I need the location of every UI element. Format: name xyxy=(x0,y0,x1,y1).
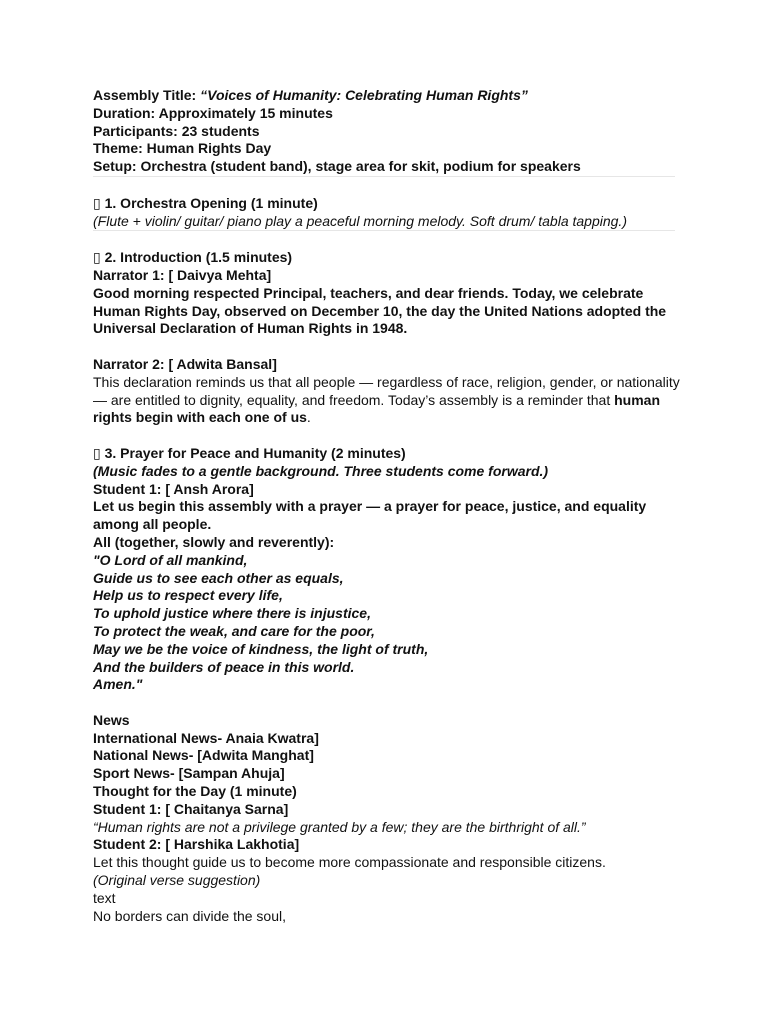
thought-heading: Thought for the Day (1 minute) xyxy=(93,783,297,800)
assembly-title-label: Assembly Title: xyxy=(93,87,201,103)
prayer-line: To uphold justice where there is injustice, xyxy=(93,605,371,622)
prayer-line: And the builders of peace in this world. xyxy=(93,658,355,675)
duration-line: Duration: Approximately 15 minutes xyxy=(93,104,333,121)
international-news-line: International News- Anaia Kwatra] xyxy=(93,729,319,746)
narrator1-text: Good morning respected Principal, teachers, and dear friends. Today, we celebrate Human Rights Day, observed on December 10, the day the United Nations adopted the Universal Declaration of Human Rights in 1948. xyxy=(93,284,667,337)
setup-line: Setup: Orchestra (student band), stage area for skit, podium for speakers xyxy=(93,158,675,177)
text-label: text xyxy=(93,889,116,906)
thought-student2-text: Let this thought guide us to become more compassionate and responsible citizens. xyxy=(93,854,606,871)
thought-quote: “Human rights are not a privilege granted by a few; they are the birthright of all.” xyxy=(93,818,586,835)
national-news-line: National News- [Adwita Manghat] xyxy=(93,747,314,764)
sport-news-line: Sport News- [Sampan Ahuja] xyxy=(93,765,285,782)
prayer-line: Help us to respect every life, xyxy=(93,587,283,604)
section3-heading: ▯ 3. Prayer for Peace and Humanity (2 minutes) xyxy=(93,444,406,461)
narrator2-emphasis: human rights begin with each one of us xyxy=(93,391,661,426)
prayer-line: Amen." xyxy=(93,676,143,693)
placeholder-glyph-icon: ▯ xyxy=(93,444,101,461)
prayer-line: May we be the voice of kindness, the light of truth, xyxy=(93,640,429,657)
theme-line: Theme: Human Rights Day xyxy=(93,140,272,157)
all-label: All (together, slowly and reverently): xyxy=(93,533,335,550)
participants-line: Participants: 23 students xyxy=(93,122,260,139)
verse-line: No borders can divide the soul, xyxy=(93,907,286,924)
narrator2-label: Narrator 2: [ Adwita Bansal] xyxy=(93,355,277,372)
assembly-title-line xyxy=(93,87,683,105)
placeholder-glyph-icon: ▯ xyxy=(93,194,101,211)
thought-student2-label: Student 2: [ Harshika Lakhotia] xyxy=(93,836,300,853)
narrator1-label: Narrator 1: [ Daivya Mehta] xyxy=(93,266,272,283)
section1-note: (Flute + violin/ guitar/ piano play a peaceful morning melody. Soft drum/ tabla tapping.) xyxy=(93,213,675,232)
verse-note: (Original verse suggestion) xyxy=(93,872,261,889)
prayer-line: Guide us to see each other as equals, xyxy=(93,569,344,586)
narrator2-text: This declaration reminds us that all people — regardless of race, religion, gender, or nationality — are entitled to dignity, equality, and freedom. Today’s assembly is a reminder that human rights begin with each one of us. xyxy=(93,373,680,426)
prayer-line: To protect the weak, and care for the poor, xyxy=(93,622,375,639)
prayer-line: "O Lord of all mankind, xyxy=(93,551,248,568)
news-heading: News xyxy=(93,711,130,728)
assembly-title-value: “Voices of Humanity: Celebrating Human Rights” xyxy=(200,87,528,103)
placeholder-glyph-icon: ▯ xyxy=(93,249,101,266)
student1-text: Let us begin this assembly with a prayer — a prayer for peace, justice, and equality among all people. xyxy=(93,498,647,533)
section2-heading: ▯ 2. Introduction (1.5 minutes) xyxy=(93,249,293,266)
section1-heading: ▯ 1. Orchestra Opening (1 minute) xyxy=(93,194,318,211)
section3-note: (Music fades to a gentle background. Three students come forward.) xyxy=(93,462,549,479)
assembly-document xyxy=(93,87,683,925)
student1-label: Student 1: [ Ansh Arora] xyxy=(93,480,254,497)
thought-student1-label: Student 1: [ Chaitanya Sarna] xyxy=(93,800,289,817)
